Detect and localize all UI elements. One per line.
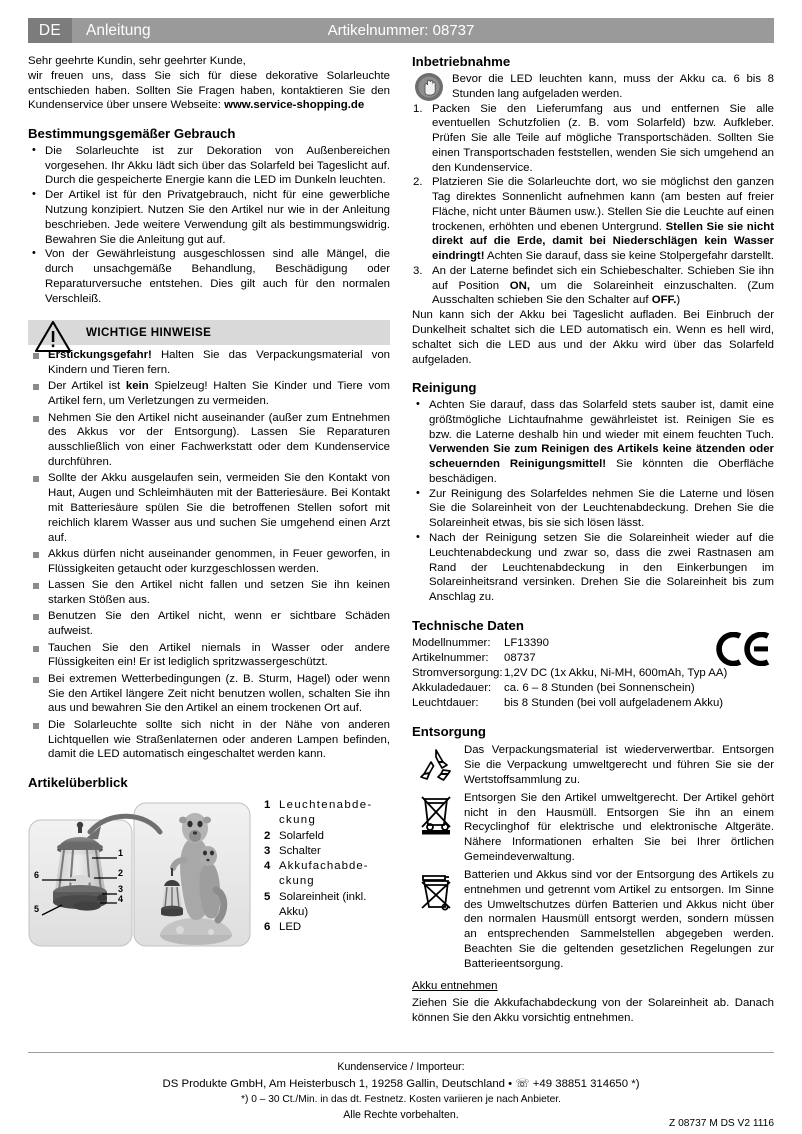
legend-number: 4 <box>264 860 271 873</box>
list-item: Benutzen Sie den Artikel nicht, wenn er sichtbare Schäden aufweist. <box>28 609 390 639</box>
legend-row <box>264 920 392 935</box>
warning-emphasis: kein <box>125 380 149 393</box>
startup-after-text: Nun kann sich der Akku bei Tageslicht aufladen. Bei Einbruch der Dunkelheit schaltet sich die LED automatisch ein. Wenn es hell wird, schaltet sich die LED aus und der Akku wird über das Solarfeld aufgeladen. <box>412 309 774 366</box>
legend-label-cont: ckung <box>279 814 317 827</box>
product-photo <box>28 802 251 949</box>
tech-value: ca. 6 – 8 Stunden (bei Sonnenschein) <box>504 682 695 695</box>
tech-key: Artikelnummer: <box>412 651 489 664</box>
step-text: um die Solareinheit einzuschalten. (Zum Ausschalten schieben Sie den Schalter auf <box>432 279 775 307</box>
list-item: Lassen Sie den Artikel nicht fallen und setzen Sie ihn keinen starken Stößen aus. <box>28 578 390 608</box>
warning-text: Der Artikel ist <box>48 380 126 393</box>
list-item: • Zur Reinigung des Solarfeldes nehmen Sie die Laterne und lösen Sie die Solareinheit von der Leuchtenabdeckung. Drehen Sie die Solareinheit etwas, bis sie sich lösen lässt. <box>412 487 774 531</box>
list-item: • Die Solarleuchte ist zur Dekoration von Außenbereichen vorgesehen. Ihr Akku lädt sich über das Solarfeld bei Tageslicht auf. Durch die gespeicherte Energie kann die LED im Dunkeln leuchten. <box>28 144 390 188</box>
list-item: Die Solarleuchte sollte sich nicht in der Nähe von anderen Lichtquellen wie Straßenlaternen oder anderen Lampen befinden, damit die LED automatisch eingeschaltet werden kann. <box>28 718 390 762</box>
tech-row <box>412 696 774 711</box>
legend-label-cont: Akku) <box>279 906 309 918</box>
step-text: Achten Sie darauf, dass sie keine Stolpergefahr darstellt. <box>484 250 774 263</box>
list-item <box>412 264 774 308</box>
tech-key: Modellnummer: <box>412 636 491 649</box>
warning-text: Halten Sie das Verpackungsmaterial von Kindern und Tieren fern. <box>48 349 390 377</box>
step-text: Platzieren Sie die Solarleuchte dort, wo sie möglichst den ganzen Tag direktes Sonnenlicht aufnehmen kann (am besten auf freier Fläche, nicht unter Bäumen usw.). Stellen Sie die Leuchte auf einen trockenen, erhöhten und ebenen Untergrund. <box>432 176 774 233</box>
intended-use-list <box>28 144 390 306</box>
list-item: • Von der Gewährleistung ausgeschlossen sind alle Mängel, die durch unsachgemäße Behandlung, Beschädigung oder Reparaturversuche entstehen. Dies gilt auch für den normalen Verschleiß. <box>28 247 390 306</box>
section-heading-disposal: Entsorgung <box>412 724 486 740</box>
legend-label <box>279 859 392 890</box>
tech-key: Akkuladedauer: <box>412 682 492 695</box>
warning-text: Spielzeug! Halten Sie Kinder und Tiere vom Artikel fern, um Verletzungen zu vermeiden. <box>48 380 390 408</box>
battery-crossed-bin-icon <box>414 869 458 913</box>
svg-text:6: 6 <box>34 870 40 881</box>
startup-steps <box>412 102 774 309</box>
list-item: Packen Sie den Lieferumfang aus und entfernen Sie alle eventuellen Schutzfolien (z. B. vom Solarfeld) bzw. Aufkleber. Prüfen Sie alle Teile auf mögliche Transportschäden. Sollten Sie einen Transportschaden feststellen, wenden Sie sich umgehend an den Kundenservice. <box>432 102 774 174</box>
disposal-weee <box>412 791 774 865</box>
svg-text:1: 1 <box>118 848 124 859</box>
important-notes-banner <box>28 320 390 345</box>
list-item: Bei extremen Wetterbedingungen (z. B. Sturm, Hagel) oder wenn Sie den Artikel längere Zeit nicht benutzen wollen, schalten Sie ihn aus und bewahren Sie den Artikel an einem trockenen Ort auf. <box>28 672 390 716</box>
list-item: Sollte der Akku ausgelaufen sein, vermeiden Sie den Kontakt von Haut, Augen und Schleimhäuten mit der Batteriesäure. Bei Kontakt mit Batteriesäure spülen Sie die betroffenen Stellen sofort mit reichlich klarem Wasser aus und suchen Sie umgehend einen Arzt auf. <box>28 471 390 545</box>
tech-value: 1,2V DC (1x Akku, Ni-MH, 600mAh, Typ AA) <box>504 667 728 679</box>
header-article-number: Artikelnummer: 08737 <box>327 22 475 39</box>
footer-company-line <box>28 1075 774 1093</box>
footer-service-label: Kundenservice / Importeur: <box>337 1061 465 1073</box>
list-item <box>28 379 390 409</box>
cleaning-emphasis: Verwenden Sie zum Reinigen des Artikels keine ätzenden oder scheuernden Reinigungsmittel! <box>429 443 774 471</box>
disposal-packaging <box>412 743 774 787</box>
intro-paragraph <box>28 69 390 113</box>
warnings-list <box>28 348 390 762</box>
weee-crossed-bin-icon <box>414 792 458 836</box>
step-text: ) <box>676 294 681 307</box>
section-heading-startup: Inbetriebnahme <box>412 54 511 69</box>
legend-label-main: Akkufachabde- <box>279 860 369 873</box>
disposal-weee-text: Entsorgen Sie den Artikel umweltgerecht. Der Artikel gehört nicht in den Hausmüll. Entsorgen Sie ihn an einem Recyclinghof für elektrische und elektronische Altgeräte. Nähere Informationen erhalten Sie bei Ihrer örtlichen Gemeindeverwaltung. <box>464 791 774 864</box>
tech-value: LF13390 <box>504 636 549 649</box>
recycling-icon <box>414 744 458 788</box>
legend-label-main: Solareinheit (inkl. <box>279 890 367 903</box>
section-heading-tech: Technische Daten <box>412 617 524 633</box>
left-column <box>28 54 390 963</box>
overview-legend <box>264 798 392 936</box>
important-notes-title: WICHTIGE HINWEISE <box>86 326 212 340</box>
page-footer <box>28 1052 774 1129</box>
legend-label <box>279 798 392 829</box>
disposal-packaging-text: Das Verpackungsmaterial ist wiederverwertbar. Entsorgen Sie die Verpackung umweltgerecht und führen Sie sie der Wertstoffsammlung zu. <box>464 744 774 786</box>
list-item <box>28 348 390 378</box>
product-overview <box>28 798 390 963</box>
footer-tariff-note: *) 0 – 30 Ct./Min. in das dt. Festnetz. Kosten variieren je nach Anbieter. <box>241 1093 561 1105</box>
cleaning-text: Sie könnten die Oberfläche beschädigen. <box>429 458 775 485</box>
legend-label: Schalter <box>279 844 321 857</box>
cleaning-list <box>412 398 774 605</box>
section-heading-cleaning: Reinigung <box>412 380 477 396</box>
header-title: Anleitung <box>86 21 151 39</box>
footer-doc-code: Z 08737 M DS V2 1116 <box>669 1118 774 1129</box>
battery-removal-text: Ziehen Sie die Akkufachabdeckung von der Solareinheit ab. Danach können Sie den Akku vorsichtig entnehmen. <box>412 996 774 1024</box>
website-link[interactable]: www.service-shopping.de <box>224 99 365 112</box>
list-item: Tauchen Sie den Artikel niemals in Wasser oder andere Flüssigkeiten ein! Er ist lediglich spritzwassergeschützt. <box>28 641 390 671</box>
ce-mark-icon <box>716 632 772 666</box>
disposal-battery-text: Batterien und Akkus sind vor der Entsorgung des Artikels zu entnehmen und getrennt vom Artikel zu entsorgen. Im Sinne des Umweltschutzes dürfen Batterien und Akkus nicht über den normalen Hausmüll entsorgt werden, sondern müssen an entsprechenden Sammelstellen abgegeben werden. Beachten Sie die geltenden gesetzlichen Regelungen zur Batterieentsorgung. <box>464 868 774 970</box>
legend-row <box>264 829 392 844</box>
legend-number: 3 <box>264 844 271 857</box>
list-item: Akkus dürfen nicht auseinander genommen, in Feuer geworfen, in Flüssigkeiten getaucht oder kurzgeschlossen werden. <box>28 547 390 577</box>
svg-text:5: 5 <box>34 904 40 915</box>
tech-data-block <box>412 636 774 712</box>
list-item: • Der Artikel ist für den Privatgebrauch, nicht für eine gewerbliche Nutzung konzipiert. Nutzen Sie den Artikel nur wie in der Anleitung beschrieben. Jede weitere Verwendung gilt als bestimmungswidrig. Bewahren Sie die Anleitung gut auf. <box>28 188 390 247</box>
tech-row <box>412 666 774 681</box>
charging-note-text: Bevor die LED leuchten kann, muss der Akku ca. 6 bis 8 Stunden lang aufgeladen werden. <box>452 72 774 100</box>
tech-key: Leuchtdauer: <box>412 697 479 710</box>
cleaning-text: Achten Sie darauf, dass das Solarfeld stets sauber ist, damit eine größtmögliche Lichtaufnahme gewährleistet ist. Reinigen Sie es bzw. die Laterne deshalb hin und wieder mit einem feuchten Tuch. <box>429 399 774 441</box>
footer-address: DS Produkte GmbH, Am Heisterbusch 1, 19258 Gallin, Deutschland • <box>162 1078 516 1091</box>
tech-row <box>412 681 774 696</box>
list-item: • Nach der Reinigung setzen Sie die Solareinheit wieder auf die Leuchtenabdeckung und zwar so, dass die zwei Rastnasen am Rand der Leuchtenabdeckung in den Einkerbungen im Solareinheitsrand versinken. Drehen Sie die Solareinheit bis zum Anschlag zu. <box>412 531 774 605</box>
legend-row <box>264 844 392 859</box>
footer-rights: Alle Rechte vorbehalten. <box>343 1108 459 1121</box>
legend-row <box>264 798 392 829</box>
legend-row <box>264 890 392 921</box>
svg-text:3: 3 <box>118 884 124 895</box>
legend-number: 6 <box>264 921 271 934</box>
svg-text:2: 2 <box>118 868 124 879</box>
tech-key: Stromversorgung: <box>412 667 503 679</box>
legend-number: 1 <box>264 799 271 812</box>
right-column <box>412 54 774 1025</box>
section-heading-intended-use: Bestimmungsgemäßer Gebrauch <box>28 126 236 142</box>
charging-note <box>412 72 774 102</box>
switch-off-label: OFF. <box>651 294 677 307</box>
legend-label: LED <box>279 921 302 934</box>
legend-label-cont: ckung <box>279 875 315 888</box>
section-heading-overview: Artikelüberblick <box>28 775 128 791</box>
legend-number: 5 <box>264 890 271 903</box>
tech-value: 08737 <box>504 651 536 664</box>
legend-number: 2 <box>264 829 271 842</box>
page-header-bar <box>28 18 774 43</box>
list-item <box>412 175 774 264</box>
footer-phone: +49 38851 314650 *) <box>532 1078 640 1091</box>
tech-value: bis 8 Stunden (bei voll aufgeladenem Akku) <box>504 697 724 710</box>
language-badge: DE <box>28 18 72 43</box>
legend-label-main: Leuchtenabde- <box>279 799 373 812</box>
disposal-battery <box>412 868 774 972</box>
warning-lead: Erstickungsgefahr! <box>48 349 152 362</box>
list-item: Nehmen Sie den Artikel nicht auseinander (außer zum Entnehmen des Akkus vor der Entsorgung). Lassen Sie Reparaturen ausschließlich von einer Fachwerkstatt oder dem Kundenservice durchführen. <box>28 411 390 470</box>
switch-on-label: ON, <box>509 279 530 292</box>
svg-text:4: 4 <box>118 894 124 905</box>
battery-removal-heading: Akku entnehmen <box>412 979 498 992</box>
phone-icon: ☏ <box>515 1076 530 1091</box>
legend-label <box>279 890 392 921</box>
step-text: An der Laterne befindet sich ein Schiebeschalter. Schieben Sie ihn auf Position <box>432 264 774 292</box>
legend-label: Solarfeld <box>279 829 324 842</box>
intro-text: wir freuen uns, dass Sie sich für diese dekorative Solarleuchte entschieden haben. Sollten Sie Fragen haben, kontaktieren Sie den Kundenservice über unsere Webseite: <box>28 69 390 112</box>
hand-note-icon <box>414 72 444 102</box>
salutation-line: Sehr geehrte Kundin, sehr geehrter Kunde, <box>28 55 246 67</box>
list-item <box>412 398 774 487</box>
step-emphasis: Stellen Sie sie nicht direkt auf die Erde, damit bei Niederschlägen kein Wasser eindringt! <box>432 220 774 263</box>
footer-divider <box>28 1052 774 1053</box>
legend-row <box>264 859 392 890</box>
